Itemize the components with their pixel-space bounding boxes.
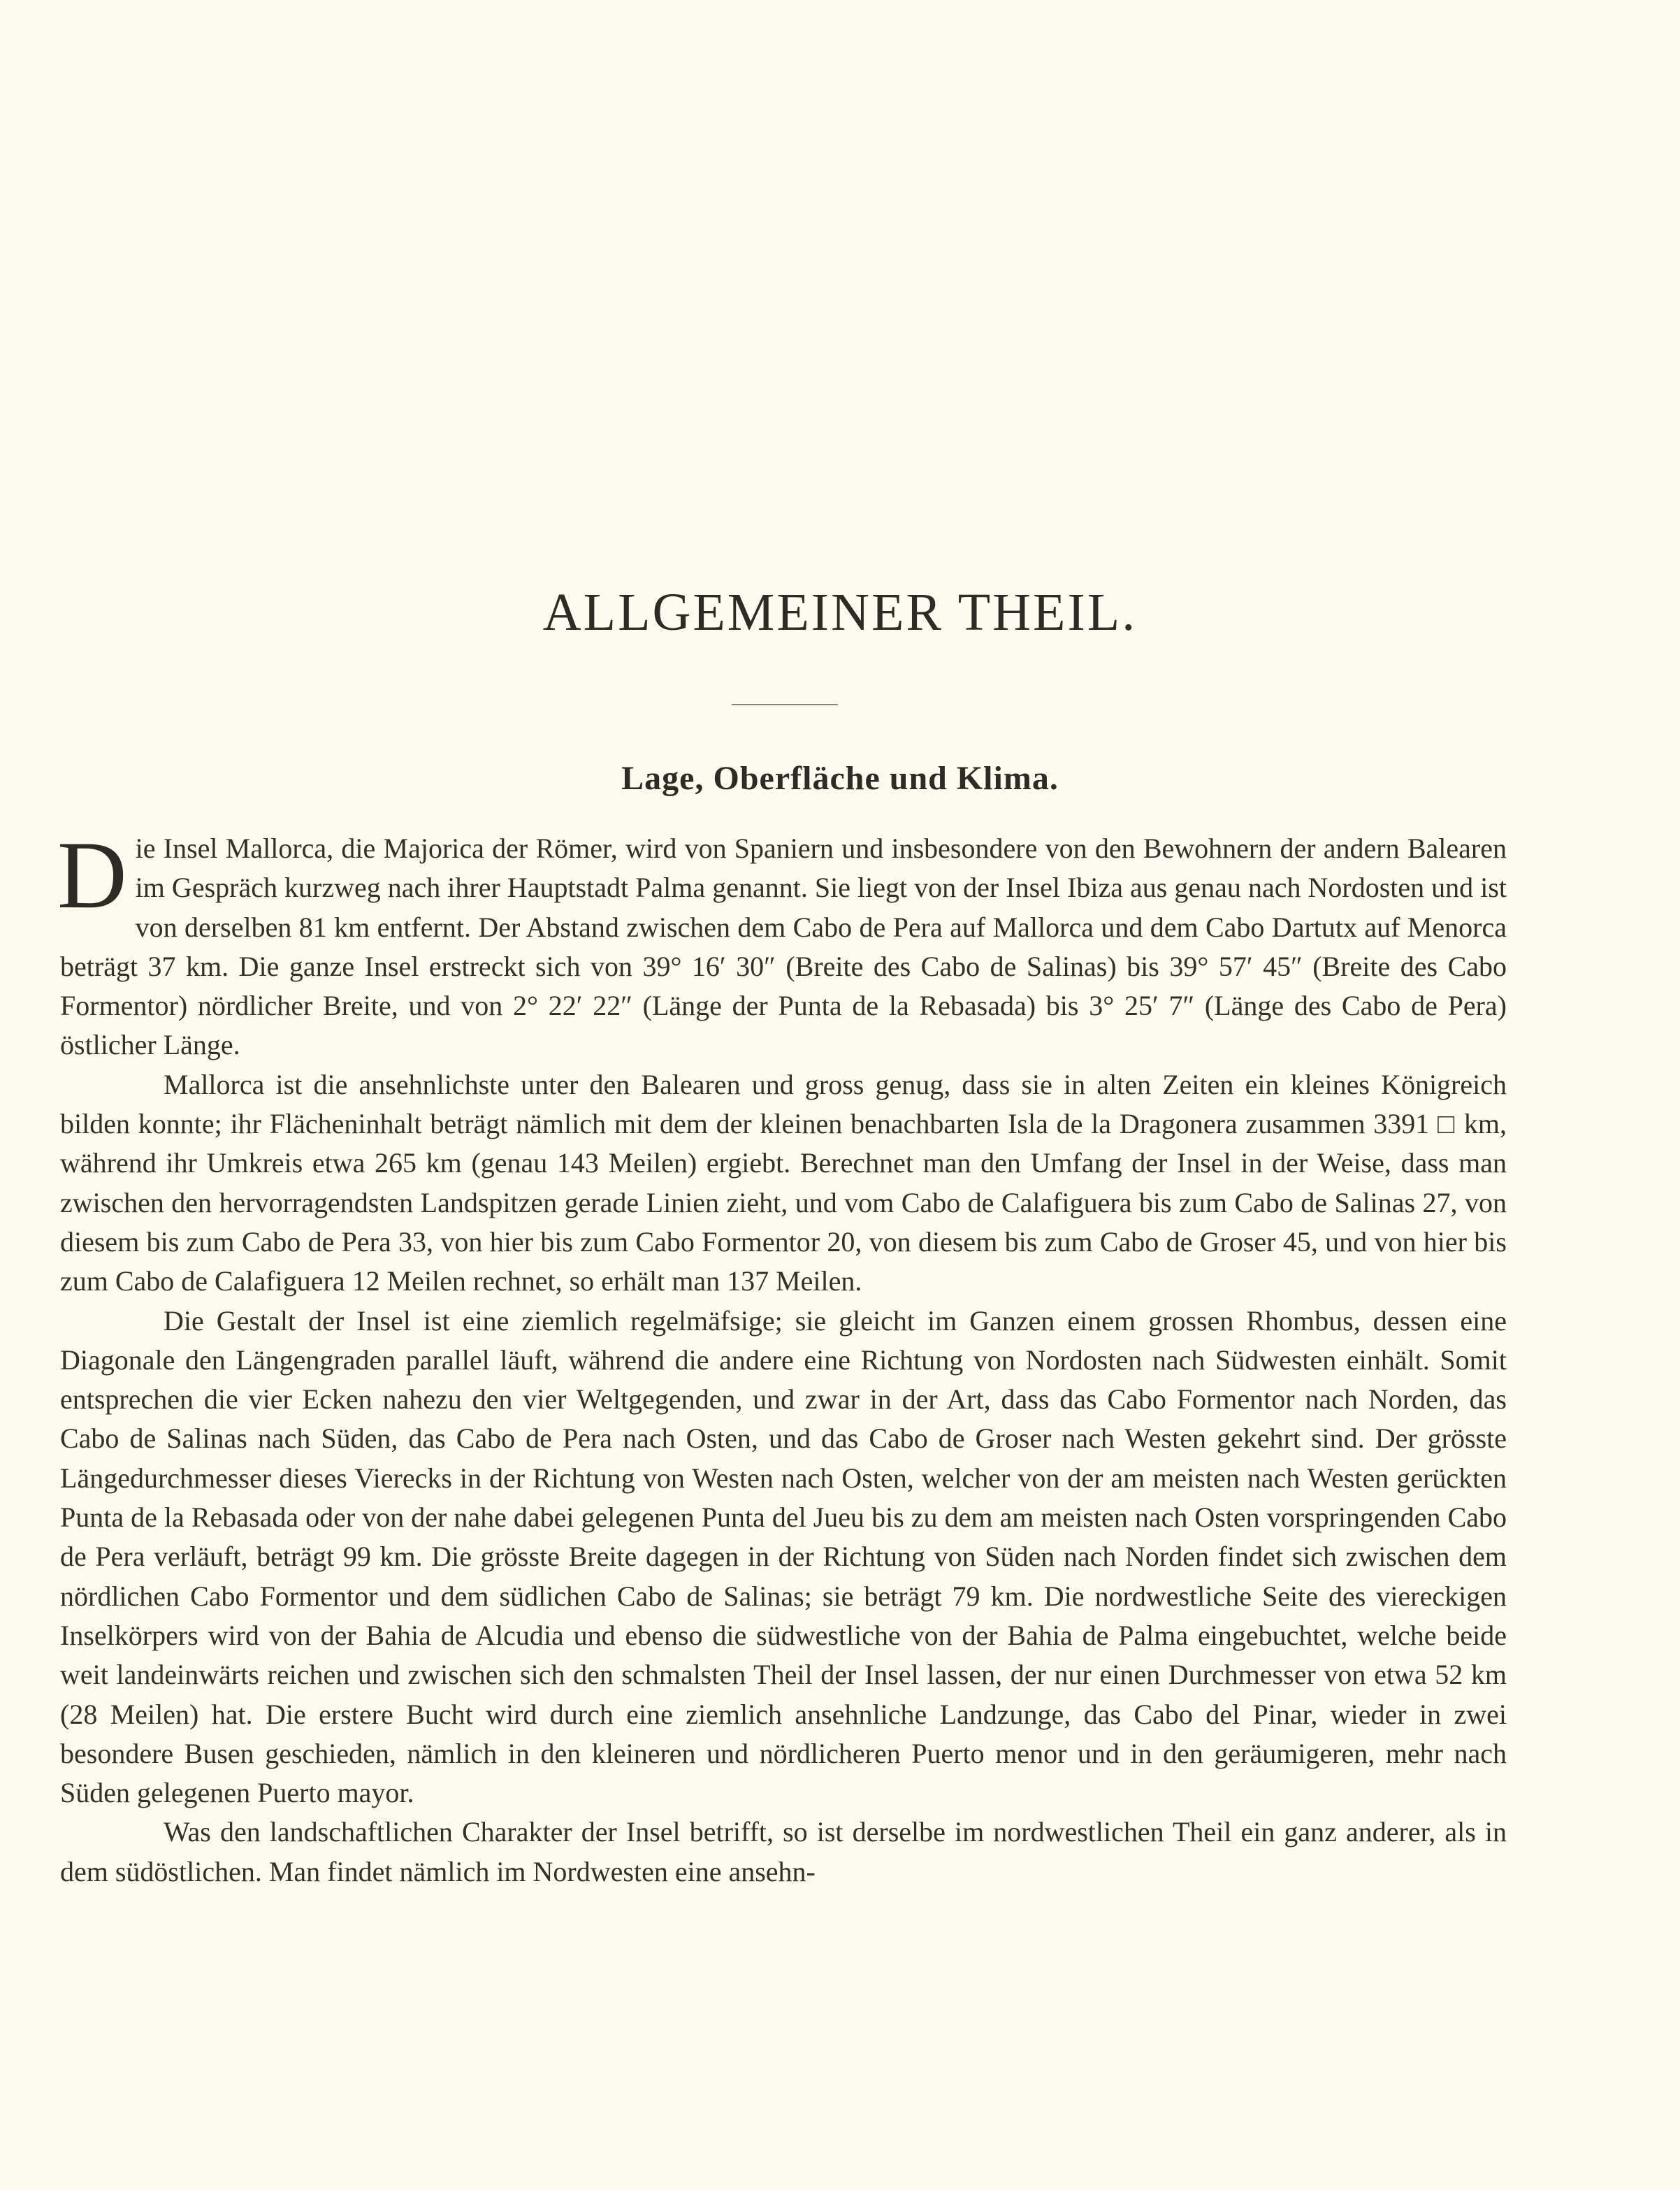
paragraph-1	[57, 821, 1507, 1065]
paragraph-2: Mallorca ist die ansehnlichste unter den Balearen und gross genug, dass sie in alten Zeiten ein kleines Königreich bilden konnte; ihr Flächeninhalt beträgt nämlich mit dem der kleinen benachbarten Isla de la Dragonera zusammen 3391 □ km, während ihr Umkreis etwa 265 km (genau 143 Meilen) ergiebt. Berechnet man den Umfang der Insel in der Weise, dass man zwischen den hervorragendsten Landspitzen gerade Linien zieht, und vom Cabo de Calafiguera bis zum Cabo de Salinas 27, von diesem bis zum Cabo de Pera 33, von hier bis zum Cabo Formentor 20, von diesem bis zum Cabo de Groser 45, und von hier bis zum Cabo de Calafiguera 12 Meilen rechnet, so erhält man 137 Meilen.	[60, 1068, 1507, 1297]
paragraph-3: Die Gestalt der Insel ist eine ziemlich regelmäfsige; sie gleicht im Ganzen einem grossen Rhombus, dessen eine Diagonale den Längengraden parallel läuft, während die andere eine Richtung von Nordosten nach Südwesten einhält. Somit entsprechen die vier Ecken nahezu den vier Weltgegenden, und zwar in der Art, dass das Cabo Formentor nach Norden, das Cabo de Salinas nach Süden, das Cabo de Pera nach Osten, und das Cabo de Groser nach Westen gekehrt sind. Der grösste Längedurchmesser dieses Vierecks in der Richtung von Westen nach Osten, welcher von der am meisten nach Westen gerückten Punta de la Rebasada oder von der nahe dabei gelegenen Punta del Jueu bis zu dem am meisten nach Osten vorspringenden Cabo de Pera verläuft, beträgt 99 km. Die grösste Breite dagegen in der Richtung von Süden nach Norden findet sich zwischen dem nördlichen Cabo Formentor und dem südlichen Cabo de Salinas; sie beträgt 79 km. Die nordwestliche Seite des viereckigen Inselkörpers wird von der Bahia de Alcudia und ebenso die südwestliche von der Bahia de Palma eingebuchtet, welche beide weit landeinwärts reichen und zwischen sich den schmalsten Theil der Insel lassen, der nur einen Durchmesser von etwa 52 km (28 Meilen) hat. Die erstere Bucht wird durch eine ziemlich ansehnliche Landzunge, das Cabo del Pinar, wieder in zwei besondere Busen geschieden, nämlich in den kleineren und nördlicheren Puerto menor und in den geräumigeren, mehr nach Süden gelegenen Puerto mayor.	[60, 1304, 1507, 1809]
paragraph-1-text: ie Insel Mallorca, die Majorica der Römer, wird von Spaniern und insbesondere von den Bewohnern der andern Balearen im Gespräch kurzweg nach ihrer Hauptstadt Palma genannt. Sie liegt von der Insel Ibiza aus genau nach Nordosten und ist von derselben 81 km entfernt. Der Abstand zwischen dem Cabo de Pera auf Mallorca und dem Cabo Dartutx auf Menorca beträgt 37 km. Die ganze Insel erstreckt sich von 39° 16′ 30″ (Breite des Cabo de Salinas) bis 39° 57′ 45″ (Breite des Cabo Formentor) nördlicher Breite, und von 2° 22′ 22″ (Länge der Punta de la Rebasada) bis 3° 25′ 7″ (Länge des Cabo de Pera) östlicher Länge.	[60, 833, 1507, 1061]
title-divider	[732, 704, 838, 705]
body-text	[57, 821, 1507, 1892]
chapter-title: ALLGEMEINER THEIL.	[542, 583, 1138, 642]
section-heading: Lage, Oberfläche und Klima.	[621, 760, 1059, 797]
paragraph-4: Was den landschaftlichen Charakter der Insel betrifft, so ist derselbe im nordwestlichen Theil ein ganz anderer, als in dem südöstlichen. Man findet nämlich im Nordwesten eine ansehn-	[60, 1816, 1507, 1887]
drop-cap: D	[57, 821, 127, 928]
